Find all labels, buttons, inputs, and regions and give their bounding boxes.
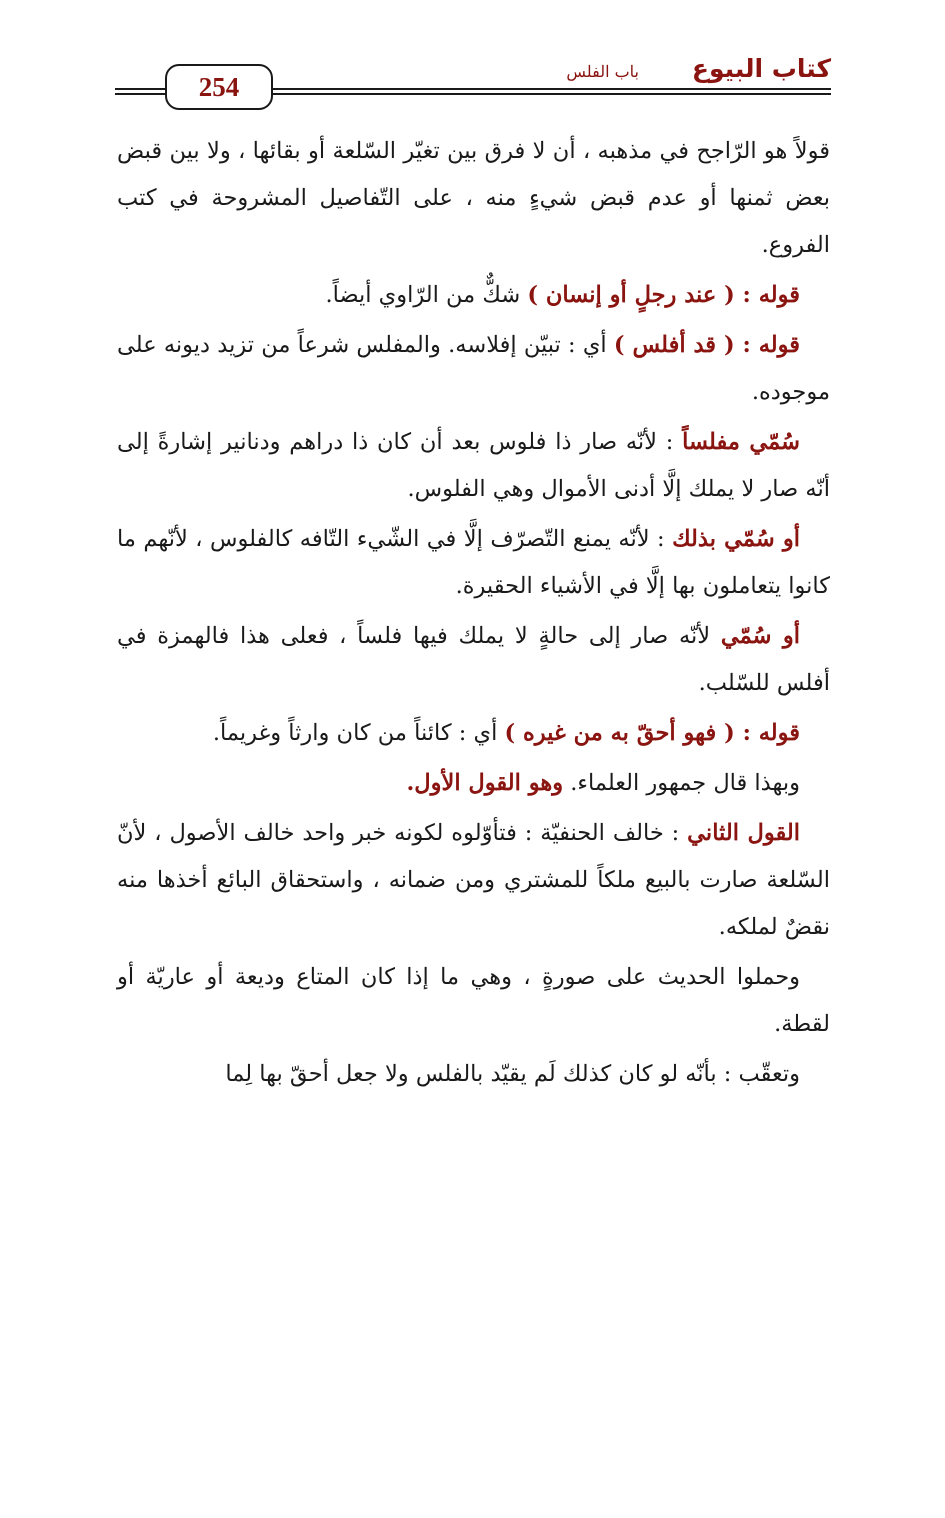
- paragraph: [117, 954, 830, 1048]
- page-header: [115, 50, 831, 110]
- paragraph: [117, 710, 830, 757]
- highlighted-phrase: أو سُمّي: [720, 623, 800, 649]
- highlighted-phrase: قوله : ( قد أفلس ): [613, 332, 800, 358]
- highlighted-phrase: سُمّي مفلساً: [682, 429, 800, 455]
- paragraph: [117, 419, 830, 513]
- paragraph: [117, 613, 830, 707]
- body-text: : خالف الحنفيّة : فتأوّلوه لكونه خبر واحد خالف الأصول ، لأنّ السّلعة صارت بالبيع ملكاً للمشتري ومن ضمانه ، واستحقاق البائع أخذها منه نقضٌ لملكه.: [117, 820, 830, 940]
- page-number: 254: [165, 64, 273, 110]
- paragraph: [117, 810, 830, 951]
- body-text: : لأنّه يمنع التّصرّف إلَّا في الشّيء التّافه كالفلوس ، لأنّهم ما كانوا يتعاملون بها إلَّا في الأشياء الحقيرة.: [117, 526, 830, 599]
- page-body: [117, 128, 830, 1101]
- paragraph: [117, 516, 830, 610]
- highlighted-phrase: القول الثاني: [687, 820, 801, 846]
- body-text: لأنّه صار إلى حالةٍ لا يملك فيها فلساً ، فعلى هذا فالهمزة في أفلس للسّلب.: [117, 623, 830, 696]
- body-text: أي : كائناً من كان وارثاً وغريماً.: [212, 720, 505, 746]
- paragraph: [117, 272, 830, 319]
- highlighted-phrase: وهو القول الأول.: [406, 770, 564, 796]
- paragraph: [117, 1051, 830, 1098]
- highlighted-phrase: أو سُمّي بذلك: [672, 526, 800, 552]
- highlighted-phrase: قوله : ( عند رجلٍ أو إنسان ): [527, 282, 800, 308]
- body-text: : لأنّه صار ذا فلوس بعد أن كان ذا دراهم ودنانير إشارةً إلى أنّه صار لا يملك إلَّا أدنى الأموال وهي الفلوس.: [117, 429, 830, 502]
- paragraph: [117, 760, 830, 807]
- body-text: أي : تبيّن إفلاسه. والمفلس شرعاً من تزيد ديونه على موجوده.: [117, 332, 830, 405]
- paragraph: [117, 322, 830, 416]
- chapter-title: باب الفلس: [566, 62, 639, 81]
- paragraph: [117, 128, 830, 269]
- body-text: قولاً هو الرّاجح في مذهبه ، أن لا فرق بين تغيّر السّلعة أو بقائها ، ولا بين قبض بعض ثمنها أو عدم قبض شيءٍ منه ، على التّفاصيل المشروحة في كتب الفروع.: [117, 138, 830, 258]
- body-text: شكٌّ من الرّاوي أيضاً.: [325, 282, 528, 308]
- body-text: وحملوا الحديث على صورةٍ ، وهي ما إذا كان المتاع وديعة أو عاريّة أو لقطة.: [117, 964, 830, 1037]
- highlighted-phrase: قوله : ( فهو أحقّ به من غيره ): [504, 720, 800, 746]
- book-title: كتاب البيوع: [691, 54, 831, 83]
- body-text: وتعقّب : بأنّه لو كان كذلك لَم يقيّد بالفلس ولا جعل أحقّ بها لِما: [225, 1061, 800, 1087]
- body-text: وبهذا قال جمهور العلماء.: [563, 770, 800, 796]
